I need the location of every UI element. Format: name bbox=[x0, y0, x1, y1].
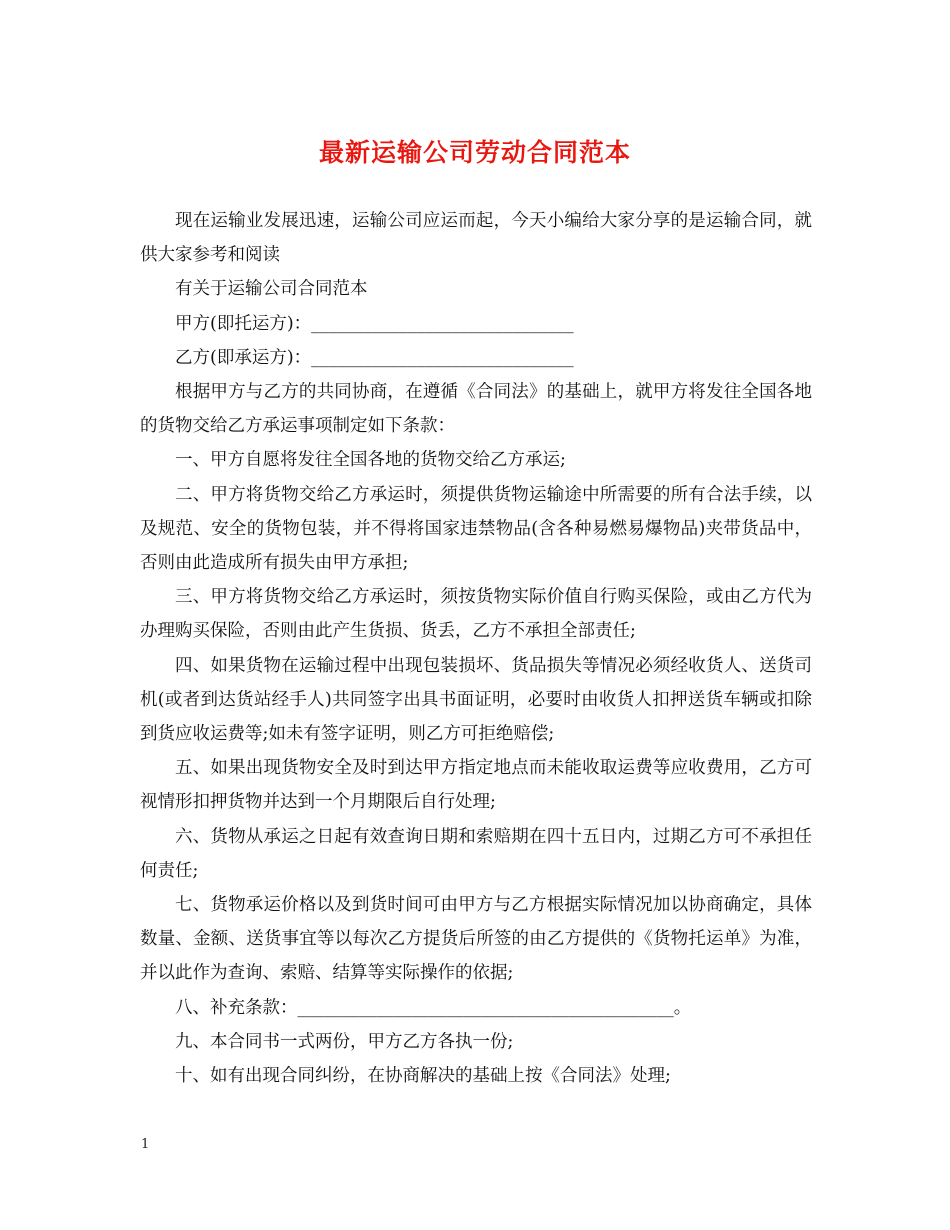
clause-9: 九、本合同书一式两份，甲方乙方各执一份; bbox=[175, 1031, 514, 1052]
clause-7: 七、货物承运价格以及到货时间可由甲方与乙方根据实际情况加以协商确定，具体数量、金额、送货事宜等以每次乙方提货后所签的由乙方提供的《货物托运单》为准，并以此作为查询、索赔、结算等实际操作的依据; bbox=[140, 895, 812, 984]
clause-6: 六、货物从承运之日起有效查询日期和索赔期在四十五日内，过期乙方可不承担任何责任; bbox=[140, 826, 812, 881]
clause-10: 十、如有出现合同纠纷，在协商解决的基础上按《合同法》处理; bbox=[175, 1066, 671, 1087]
clause-4: 四、如果货物在运输过程中出现包装损坏、货品损失等情况必须经收货人、送货司机(或者到达货站经手人)共同签字出具书面证明，必要时由收货人扣押送货车辆或扣除到货应收运费等;如未有签字证明，则乙方可拒绝赔偿; bbox=[140, 655, 812, 745]
intro-paragraph: 现在运输业发展迅速，运输公司应运而起，今天小编给大家分享的是运输合同，就供大家参考和阅读 bbox=[140, 211, 812, 266]
preamble-paragraph: 根据甲方与乙方的共同协商，在遵循《合同法》的基础上，就甲方将发往全国各地的货物交给乙方承运事项制定如下条款： bbox=[140, 382, 812, 437]
document-body bbox=[140, 204, 812, 1093]
party-b-line: 乙方(即承运方)：______________________________ bbox=[175, 347, 574, 368]
clause-1: 一、甲方自愿将发往全国各地的货物交给乙方承运; bbox=[175, 450, 566, 471]
party-a-line: 甲方(即托运方)：______________________________ bbox=[175, 313, 574, 334]
page-number: 1 bbox=[141, 1137, 150, 1152]
clause-5: 五、如果出现货物安全及时到达甲方指定地点而未能收取运费等应收费用，乙方可视情形扣押货物并达到一个月期限后自行处理; bbox=[140, 758, 812, 813]
subtitle-paragraph: 有关于运输公司合同范本 bbox=[175, 279, 368, 300]
clause-8: 八、补充条款：___________________________________________。 bbox=[175, 997, 692, 1018]
clause-2: 二、甲方将货物交给乙方承运时，须提供货物运输途中所需要的所有合法手续，以及规范、安全的货物包装，并不得将国家违禁物品(含各种易燃易爆物品)夹带货品中，否则由此造成所有损失由甲方承担; bbox=[140, 484, 812, 574]
clause-3: 三、甲方将货物交给乙方承运时，须按货物实际价值自行购买保险，或由乙方代为办理购买保险，否则由此产生货损、货丢，乙方不承担全部责任; bbox=[140, 587, 812, 642]
document-title: 最新运输公司劳动合同范本 bbox=[318, 138, 631, 167]
